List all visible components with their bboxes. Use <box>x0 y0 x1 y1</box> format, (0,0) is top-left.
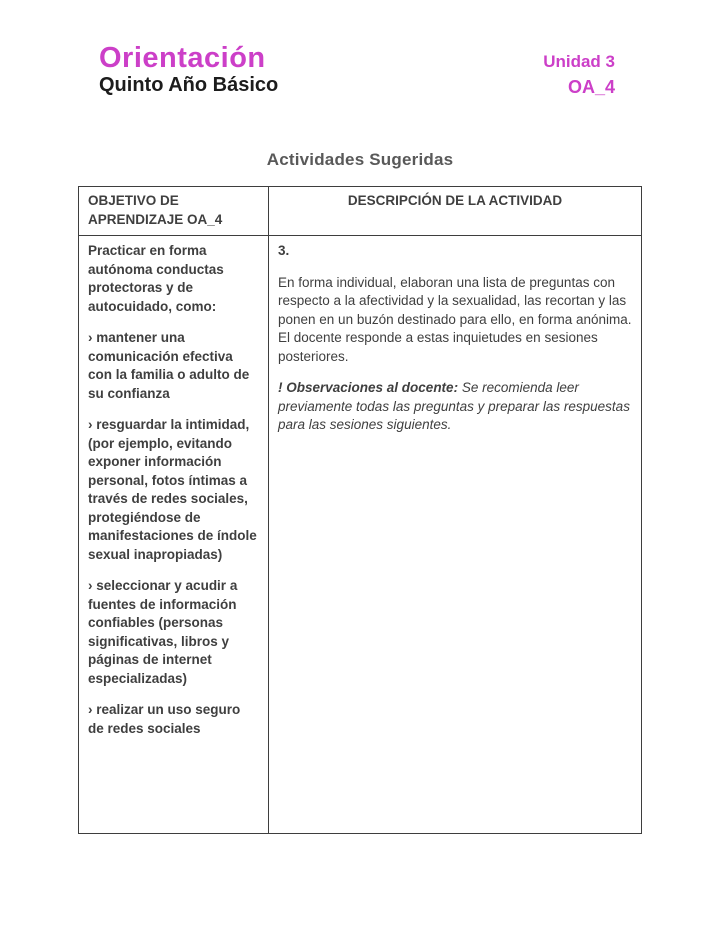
objective-bullet: › resguardar la intimidad, (por ejemplo, evitando exponer información personal, fotos íntimas a través de redes sociales, protegiéndose de manifestaciones de índole sexual inapropiadas) <box>88 417 257 562</box>
docent-note-text: Se recomienda leer previamente todas las preguntas y preparar las respuestas para las sesiones siguientes. <box>278 380 630 432</box>
header-left <box>99 42 278 97</box>
header-right <box>543 52 615 97</box>
objective-column-header: OBJETIVO DE APRENDIZAJE OA_4 <box>79 187 269 235</box>
objective-cell <box>79 236 269 833</box>
objective-intro: Practicar en forma autónoma conductas protectoras y de autocuidado, como: <box>88 243 224 314</box>
objective-bullet: › mantener una comunicación efectiva con la familia o adulto de su confianza <box>88 330 250 401</box>
objective-bullet: › seleccionar y acudir a fuentes de información confiables (personas significativas, libros y páginas de internet especializadas) <box>88 578 238 686</box>
activity-number: 3. <box>278 243 290 258</box>
activities-table <box>78 186 642 834</box>
table-body-row <box>79 236 641 833</box>
activity-cell <box>269 236 641 833</box>
subject-title: Orientación <box>99 42 266 74</box>
activity-description: En forma individual, elaboran una lista de preguntas con respecto a la afectividad y la sexualidad, las recortan y las ponen en un buzón destinado para ello, en forma anónima. El docente responde a estas inquietudes en sesiones posteriores. <box>278 274 632 364</box>
page-title: Actividades Sugeridas <box>266 150 454 169</box>
oa-label: OA_4 <box>567 77 615 97</box>
description-column-header: DESCRIPCIÓN DE LA ACTIVIDAD <box>347 193 563 208</box>
docent-note-label: ! Observaciones al docente: <box>278 380 459 395</box>
objective-bullet: › realizar un uso seguro de redes sociales <box>88 702 241 736</box>
table-header-row <box>79 187 641 236</box>
unit-label: Unidad 3 <box>543 52 615 71</box>
grade-subtitle: Quinto Año Básico <box>99 74 279 96</box>
docent-note <box>278 379 632 435</box>
